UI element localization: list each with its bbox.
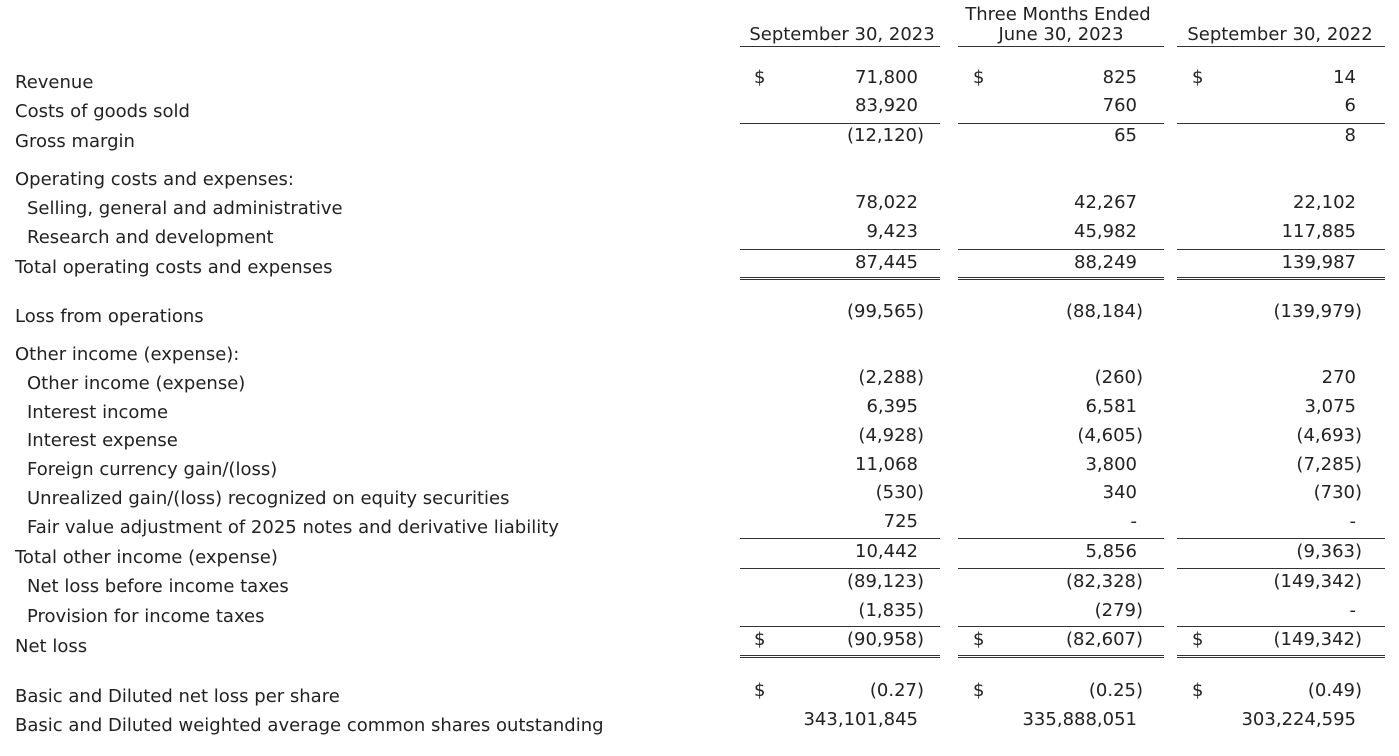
- table-cell: -: [1130, 511, 1137, 532]
- table-cell: (82,328): [1065, 571, 1143, 592]
- table-cell: (0.25): [1088, 680, 1143, 701]
- row-label-total-other-income: Total other income (expense): [15, 547, 278, 568]
- row-label-other-income-heading: Other income (expense):: [15, 344, 240, 365]
- currency-symbol: $: [1192, 67, 1204, 88]
- table-cell: (149,342): [1273, 571, 1362, 592]
- header-underline: [1177, 46, 1385, 47]
- table-cell: 8: [1344, 125, 1356, 146]
- row-label-unrealized-gain-loss: Unrealized gain/(loss) recognized on equity securities: [27, 488, 510, 509]
- subtotal-rule: [958, 249, 1164, 250]
- table-cell: 14: [1333, 67, 1356, 88]
- row-label-total-opex: Total operating costs and expenses: [15, 257, 333, 278]
- currency-symbol: $: [973, 629, 985, 650]
- subtotal-rule: [958, 568, 1164, 569]
- table-cell: (2,288): [858, 367, 924, 388]
- table-cell: (0.49): [1307, 680, 1362, 701]
- table-cell: 6: [1344, 95, 1356, 116]
- subtotal-rule: [958, 626, 1164, 627]
- row-label-eps: Basic and Diluted net loss per share: [15, 686, 340, 707]
- table-cell: 45,982: [1074, 221, 1137, 242]
- currency-symbol: $: [754, 67, 766, 88]
- table-cell: (12,120): [846, 125, 924, 146]
- table-cell: (89,123): [846, 571, 924, 592]
- row-label-other-income: Other income (expense): [27, 373, 246, 394]
- table-cell: 10,442: [855, 541, 918, 562]
- subtotal-rule: [740, 538, 940, 539]
- total-double-rule: [1177, 655, 1385, 658]
- table-cell: 6,581: [1085, 396, 1137, 417]
- header-underline: [740, 46, 940, 47]
- table-cell: 9,423: [866, 221, 918, 242]
- total-double-rule: [740, 655, 940, 658]
- subtotal-rule: [958, 538, 1164, 539]
- currency-symbol: $: [973, 680, 985, 701]
- row-label-interest-income: Interest income: [27, 402, 169, 423]
- table-cell: 65: [1114, 125, 1137, 146]
- table-cell: 42,267: [1074, 192, 1137, 213]
- table-cell: (530): [875, 482, 924, 503]
- subtotal-rule: [740, 249, 940, 250]
- row-label-fair-value-adjustment: Fair value adjustment of 2025 notes and derivative liability: [27, 517, 559, 538]
- total-double-rule: [1177, 277, 1385, 280]
- table-cell: (7,285): [1296, 454, 1362, 475]
- currency-symbol: $: [1192, 629, 1204, 650]
- row-label-net-loss-before-taxes: Net loss before income taxes: [27, 576, 289, 597]
- subtotal-rule: [740, 568, 940, 569]
- table-cell: (0.27): [869, 680, 924, 701]
- currency-symbol: $: [1192, 680, 1204, 701]
- row-label-cogs: Costs of goods sold: [15, 101, 190, 122]
- table-cell: 343,101,845: [803, 709, 918, 730]
- table-cell: 87,445: [855, 252, 918, 273]
- row-label-interest-expense: Interest expense: [27, 430, 178, 451]
- table-cell: (90,958): [846, 629, 924, 650]
- table-cell: (99,565): [846, 301, 924, 322]
- subtotal-rule: [1177, 123, 1385, 124]
- table-cell: 88,249: [1074, 252, 1137, 273]
- currency-symbol: $: [754, 680, 766, 701]
- table-cell: 117,885: [1281, 221, 1356, 242]
- table-cell: (149,342): [1273, 629, 1362, 650]
- header-underline: [958, 46, 1164, 47]
- currency-symbol: $: [754, 629, 766, 650]
- table-cell: 303,224,595: [1241, 709, 1356, 730]
- table-cell: 71,800: [855, 67, 918, 88]
- table-cell: (4,605): [1077, 425, 1143, 446]
- row-label-fx-gain-loss: Foreign currency gain/(loss): [27, 459, 278, 480]
- column-group-title: Three Months Ended: [965, 4, 1151, 25]
- table-cell: -: [1349, 511, 1356, 532]
- table-cell: 725: [883, 511, 918, 532]
- total-double-rule: [958, 655, 1164, 658]
- table-cell: 22,102: [1293, 192, 1356, 213]
- row-label-rnd: Research and development: [27, 227, 274, 248]
- currency-symbol: $: [973, 67, 985, 88]
- table-cell: 760: [1102, 95, 1137, 116]
- table-cell: 825: [1102, 67, 1137, 88]
- column-header-sep-2022: September 30, 2022: [1187, 24, 1373, 45]
- row-label-revenue: Revenue: [15, 72, 94, 93]
- table-cell: (260): [1094, 367, 1143, 388]
- subtotal-rule: [740, 123, 940, 124]
- table-cell: (139,979): [1273, 301, 1362, 322]
- table-cell: (4,928): [858, 425, 924, 446]
- table-cell: 6,395: [866, 396, 918, 417]
- subtotal-rule: [740, 626, 940, 627]
- table-cell: 5,856: [1085, 541, 1137, 562]
- table-cell: 78,022: [855, 192, 918, 213]
- subtotal-rule: [1177, 568, 1385, 569]
- table-cell: 335,888,051: [1022, 709, 1137, 730]
- table-cell: 270: [1321, 367, 1356, 388]
- table-cell: (1,835): [858, 600, 924, 621]
- column-header-sep-2023: September 30, 2023: [749, 24, 935, 45]
- row-label-opex-heading: Operating costs and expenses:: [15, 169, 294, 190]
- subtotal-rule: [1177, 249, 1385, 250]
- row-label-sga: Selling, general and administrative: [27, 198, 343, 219]
- row-label-weighted-shares: Basic and Diluted weighted average common shares outstanding: [15, 715, 604, 736]
- table-cell: 340: [1102, 482, 1137, 503]
- table-cell: (9,363): [1296, 541, 1362, 562]
- table-cell: (82,607): [1065, 629, 1143, 650]
- subtotal-rule: [958, 123, 1164, 124]
- table-cell: 83,920: [855, 95, 918, 116]
- total-double-rule: [958, 277, 1164, 280]
- table-cell: (4,693): [1296, 425, 1362, 446]
- table-cell: (88,184): [1065, 301, 1143, 322]
- table-cell: 3,075: [1304, 396, 1356, 417]
- table-cell: (730): [1313, 482, 1362, 503]
- table-cell: 139,987: [1281, 252, 1356, 273]
- subtotal-rule: [1177, 538, 1385, 539]
- table-cell: 3,800: [1085, 454, 1137, 475]
- row-label-loss-from-operations: Loss from operations: [15, 306, 204, 327]
- row-label-gross-margin: Gross margin: [15, 131, 135, 152]
- table-cell: -: [1349, 600, 1356, 621]
- table-cell: 11,068: [855, 454, 918, 475]
- table-cell: (279): [1094, 600, 1143, 621]
- row-label-net-loss: Net loss: [15, 636, 88, 657]
- column-header-jun-2023: June 30, 2023: [998, 24, 1124, 45]
- subtotal-rule: [1177, 626, 1385, 627]
- total-double-rule: [740, 277, 940, 280]
- row-label-provision-income-taxes: Provision for income taxes: [27, 606, 265, 627]
